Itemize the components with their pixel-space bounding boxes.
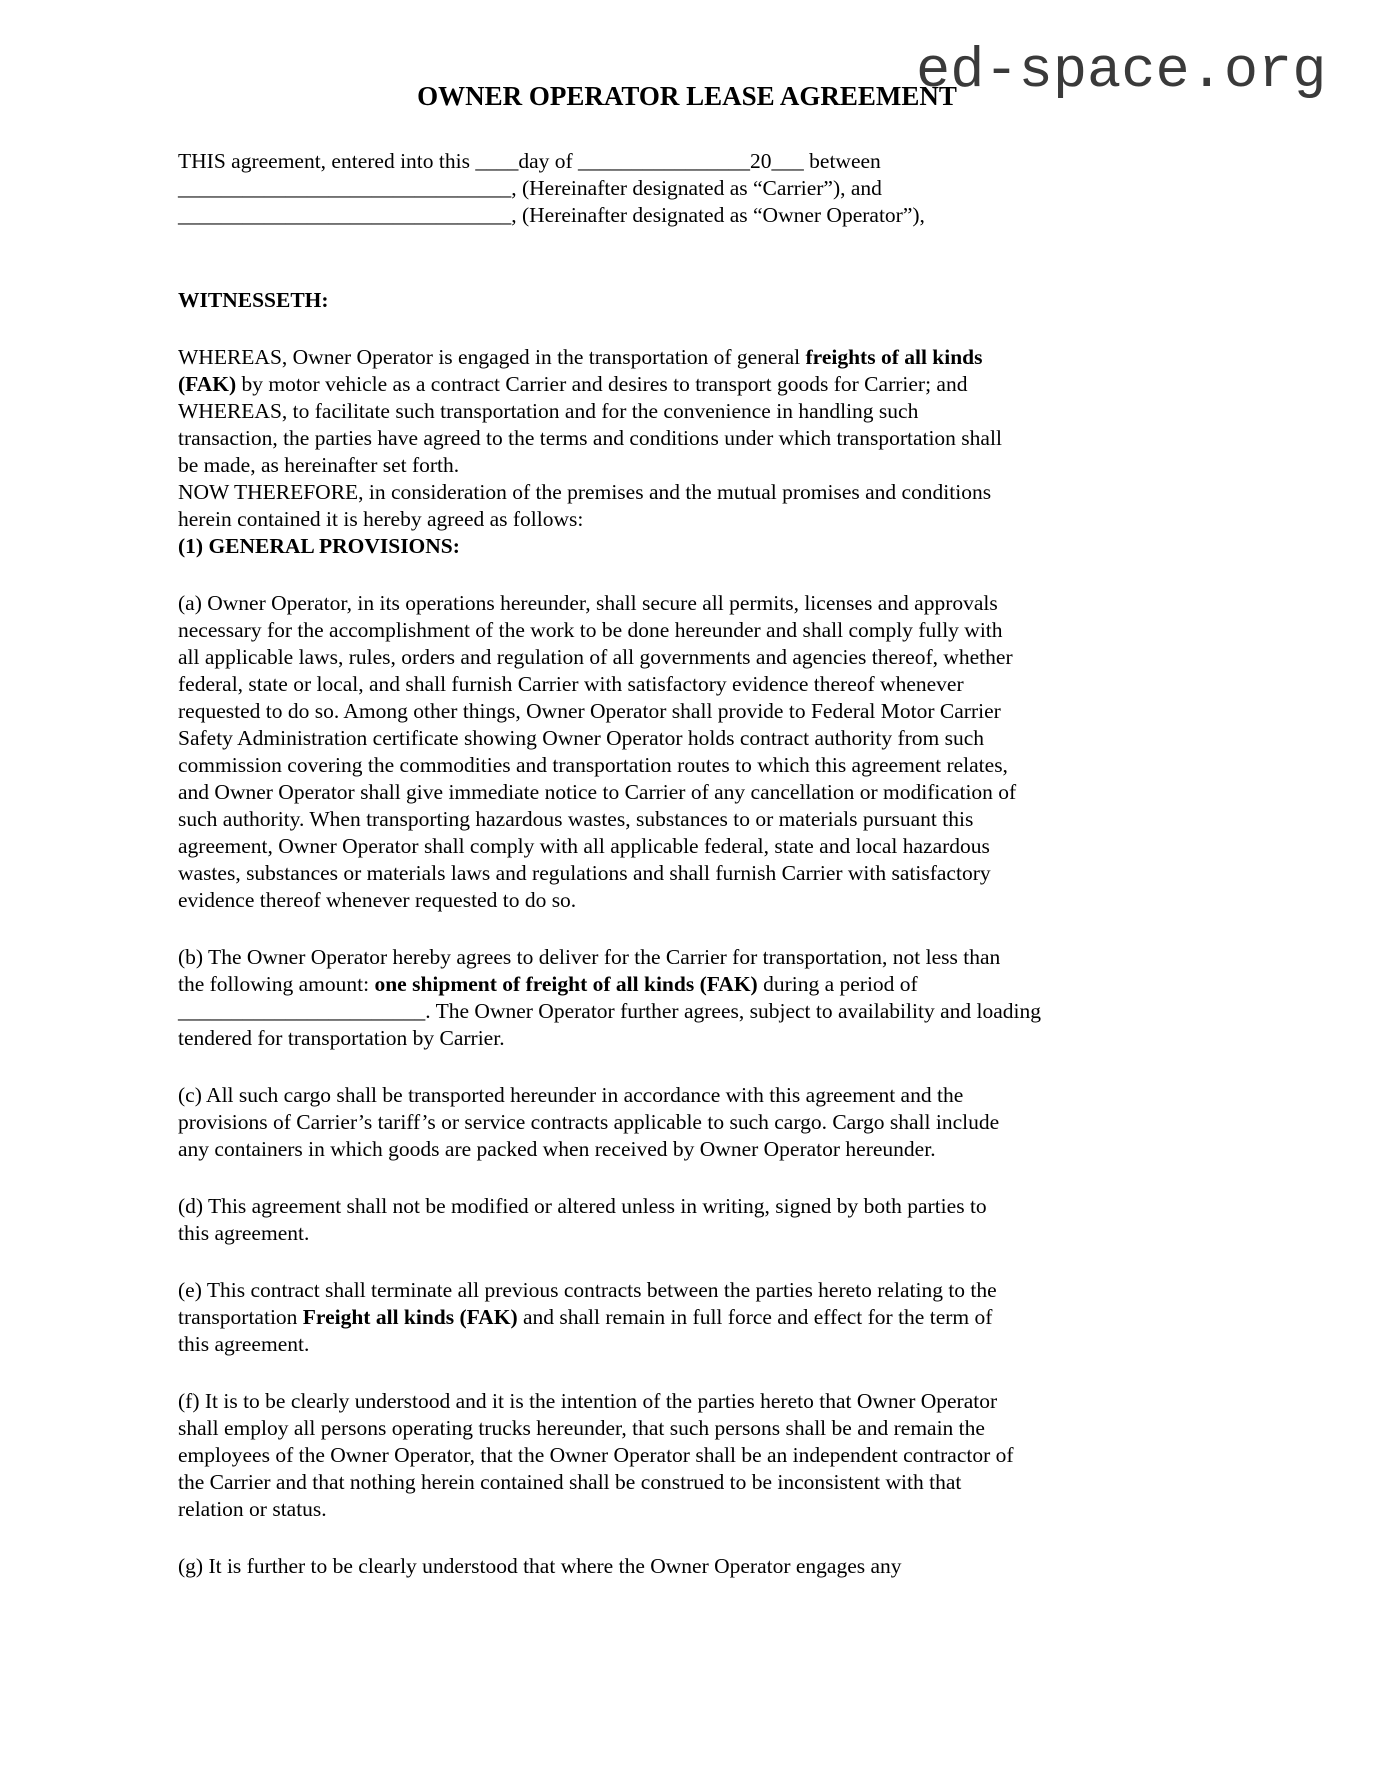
text-line: employees of the Owner Operator, that the Owner Operator shall be an independent contractor of — [178, 1443, 1014, 1467]
text-line: WHEREAS, Owner Operator is engaged in the transportation of general freights of all kinds — [178, 345, 983, 369]
text-line: (c) All such cargo shall be transported hereunder in accordance with this agreement and the — [178, 1083, 964, 1107]
paragraph-whereas — [178, 344, 1196, 560]
text-line: (g) It is further to be clearly understood that where the Owner Operator engages any — [178, 1554, 902, 1578]
document-content — [178, 0, 1196, 1580]
text-line: evidence thereof whenever requested to do so. — [178, 888, 577, 912]
paragraph-witnesseth — [178, 287, 1196, 314]
text-line: wastes, substances or materials laws and regulations and shall furnish Carrier with satisfactory — [178, 861, 991, 885]
text-line: WITNESSETH: — [178, 288, 329, 312]
text-line: (b) The Owner Operator hereby agrees to deliver for the Carrier for transportation, not less than — [178, 945, 1001, 969]
text-line: this agreement. — [178, 1332, 310, 1356]
text-line: and Owner Operator shall give immediate notice to Carrier of any cancellation or modification of — [178, 780, 1017, 804]
text-line: this agreement. — [178, 1221, 310, 1245]
text-line: be made, as hereinafter set forth. — [178, 453, 460, 477]
text-line: (1) GENERAL PROVISIONS: — [178, 534, 460, 558]
paragraph-clause-b — [178, 944, 1196, 1052]
text-line: NOW THEREFORE, in consideration of the premises and the mutual promises and conditions — [178, 480, 992, 504]
text-line: _______________________________, (Hereinafter designated as “Owner Operator”), — [178, 203, 925, 227]
text-line: such authority. When transporting hazardous wastes, substances to or materials pursuant this — [178, 807, 974, 831]
text-line: federal, state or local, and shall furnish Carrier with satisfactory evidence thereof whenever — [178, 672, 964, 696]
paragraph-intro — [178, 148, 1196, 229]
text-line: agreement, Owner Operator shall comply with all applicable federal, state and local hazardous — [178, 834, 990, 858]
text-line: the Carrier and that nothing herein contained shall be construed to be inconsistent with that — [178, 1470, 962, 1494]
text-line: tendered for transportation by Carrier. — [178, 1026, 505, 1050]
text-line: Safety Administration certificate showing Owner Operator holds contract authority from such — [178, 726, 985, 750]
document-body — [178, 148, 1196, 1580]
text-line: herein contained it is hereby agreed as follows: — [178, 507, 584, 531]
text-line: (f) It is to be clearly understood and it is the intention of the parties hereto that Owner Operator — [178, 1389, 998, 1413]
text-line: provisions of Carrier’s tariff’s or service contracts applicable to such cargo. Cargo shall include — [178, 1110, 1000, 1134]
text-line: all applicable laws, rules, orders and regulation of all governments and agencies thereof, whether — [178, 645, 1013, 669]
paragraph-clause-g — [178, 1553, 1196, 1580]
paragraph-clause-a — [178, 590, 1196, 914]
paragraph-clause-c — [178, 1082, 1196, 1163]
text-line: THIS agreement, entered into this ____day of ________________20___ between — [178, 149, 881, 173]
text-line: _______________________________, (Hereinafter designated as “Carrier”), and — [178, 176, 882, 200]
text-line: the following amount: one shipment of freight of all kinds (FAK) during a period of — [178, 972, 918, 996]
text-line: (FAK) by motor vehicle as a contract Carrier and desires to transport goods for Carrier; and — [178, 372, 968, 396]
text-line: any containers in which goods are packed when received by Owner Operator hereunder. — [178, 1137, 936, 1161]
paragraph-clause-e — [178, 1277, 1196, 1358]
text-line: (a) Owner Operator, in its operations hereunder, shall secure all permits, licenses and approvals — [178, 591, 998, 615]
text-line: relation or status. — [178, 1497, 327, 1521]
page-title: OWNER OPERATOR LEASE AGREEMENT — [417, 81, 957, 111]
text-line: requested to do so. Among other things, Owner Operator shall provide to Federal Motor Carrier — [178, 699, 1001, 723]
text-line: (d) This agreement shall not be modified or altered unless in writing, signed by both parties to — [178, 1194, 987, 1218]
paragraph-clause-d — [178, 1193, 1196, 1247]
text-line: transportation Freight all kinds (FAK) and shall remain in full force and effect for the term of — [178, 1305, 993, 1329]
paragraph-clause-f — [178, 1388, 1196, 1523]
text-line: transaction, the parties have agreed to the terms and conditions under which transportation shall — [178, 426, 1002, 450]
text-line: shall employ all persons operating trucks hereunder, that such persons shall be and remain the — [178, 1416, 985, 1440]
text-line: necessary for the accomplishment of the work to be done hereunder and shall comply fully with — [178, 618, 1003, 642]
text-line: _______________________. The Owner Operator further agrees, subject to availability and loading — [178, 999, 1041, 1023]
text-line: WHEREAS, to facilitate such transportation and for the convenience in handling such — [178, 399, 919, 423]
watermark-text: ed-space.org — [916, 40, 1327, 104]
text-line: commission covering the commodities and transportation routes to which this agreement relates, — [178, 753, 1008, 777]
text-line: (e) This contract shall terminate all previous contracts between the parties hereto relating to the — [178, 1278, 997, 1302]
